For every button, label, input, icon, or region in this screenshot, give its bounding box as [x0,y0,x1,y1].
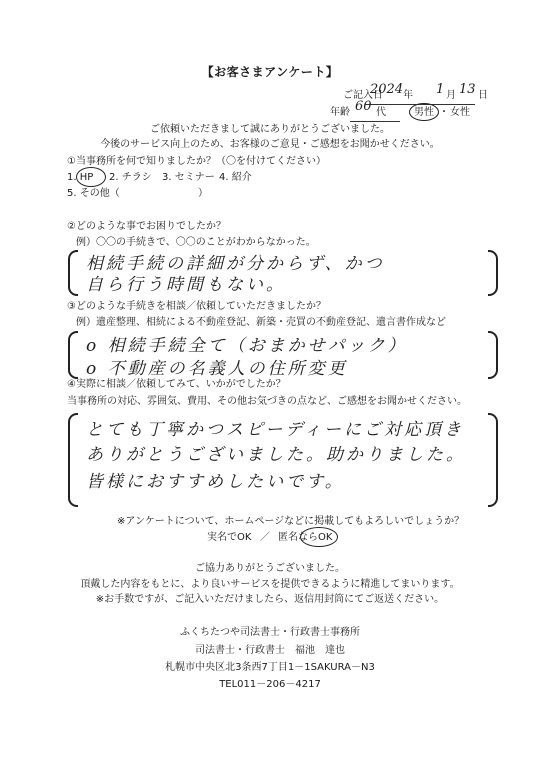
closing-line-2 [0,593,540,606]
publish-separator: ／ [260,532,270,543]
closing-thanks-text: ご協力ありがとうございました。 [195,563,345,574]
office-tel-text: TEL011－206－4217 [219,679,321,690]
q1-option-flyer: 2. チラシ [109,172,152,183]
year-label: 年 [403,90,413,101]
office-person [0,644,540,657]
q4-question: ④実際に相談／依頼してみて、いかがでしたか？ [67,379,286,390]
q1-option-hp: 1. HP [67,172,94,183]
office-name-text: ふくちたつや司法書士・行政書士事務所 [180,627,360,638]
q3-question: ③どのような手続きを相談／依頼していただきましたか？ [67,301,326,312]
q1-option-seminar: 3. セミナー [162,172,215,183]
intro-line-2-text: 今後のサービス向上のため、お客様のご意見・ご感想をお聞かせください。 [100,139,440,150]
q3-answer-line-2: o 不動産の名義人の住所変更 [86,359,348,379]
year-value: 2024 [370,82,404,97]
survey-title-text: 【お客さまアンケート】 [201,65,339,79]
age-label: 年齢 [330,107,350,118]
q1-hp-circle [76,167,106,187]
q2-example: 例）〇〇の手続きで、〇〇のことがわからなかった。 [76,237,316,248]
intro-line-1 [0,123,540,136]
q4-bracket-right [488,413,498,507]
month-value: 1 [436,82,445,97]
q3-answer-line-1: o 相続手続全て（おまかせパック） [86,336,408,356]
day-label: 日 [478,90,488,101]
q4-answer-line-3: 皆様におすすめしたいです。 [86,472,345,492]
office-address-text: 札幌市中央区北3条西7丁目1－1SAKURA－N3 [165,662,375,673]
q1-option-referral: 4. 紹介 [219,172,252,183]
day-value: 13 [459,82,476,97]
q4-answer-line-2: ありがとうございました。助かりました。 [86,445,466,465]
publish-option-real: 実名でOK [207,532,252,543]
closing-line-1 [0,578,540,591]
closing-thanks [0,562,540,575]
q3-bracket-right [488,331,498,379]
age-value: 60 [355,99,372,114]
publish-question: ※アンケートについて、ホームページなどに掲載してもよろしいでしょうか？ [117,516,465,527]
q4-answer-line-1: とても丁寧かつスピーディーにご対応頂き [86,420,464,440]
gender-male-circle [409,103,439,121]
q2-bracket-left [68,250,78,296]
gender-female: 女性 [450,107,470,118]
gender-male: 男性 [414,107,434,118]
q4-bracket-left [68,413,78,507]
q1-option-other: 5. その他（ [67,188,120,199]
q2-answer-line-2: 自ら行う時間もない。 [86,275,286,295]
q1-question: ①当事務所を何で知りましたか？（〇を付けてください） [67,156,326,167]
office-name [0,626,540,639]
intro-line-1-text: ご依頼いただきまして誠にありがとうございました。 [150,124,390,135]
q3-example: 例）遺産整理、相続による不動産登記、新築・売買の不動産登記、遺言書作成など [76,317,446,328]
publish-option-anon: 匿名ならOK [278,532,333,543]
office-tel [0,678,540,691]
q3-bracket-left [68,331,78,379]
q2-bracket-right [488,250,498,296]
survey-title [0,63,540,80]
month-label: 月 [446,90,456,101]
q1-option-other-close: ） [198,188,208,199]
q2-question: ②どのような事でお困りでしたか？ [67,221,226,232]
closing-line-2-text: ※お手数ですが、ご記入いただけましたら、返信用封筒にてご返送ください。 [95,594,445,605]
q2-answer-line-1: 相続手続の詳細が分からず、かつ [86,254,385,274]
date-label: ご記入日 [343,90,383,101]
q4-example: 当事務所の対応、雰囲気、費用、その他お気づきの点など、ご感想をお聞かせください。 [67,396,467,407]
gender-sep: ・ [439,107,449,118]
closing-line-1-text: 頂戴した内容をもとに、より良いサービスを提供できるように精進してまいります。 [80,579,460,590]
office-address [0,661,540,674]
intro-line-2 [0,138,540,151]
age-unit: 代 [376,107,386,118]
office-person-text: 司法書士・行政書士 福池 達也 [195,645,345,656]
publish-anon-circle [300,527,338,547]
age-underline [350,121,400,122]
